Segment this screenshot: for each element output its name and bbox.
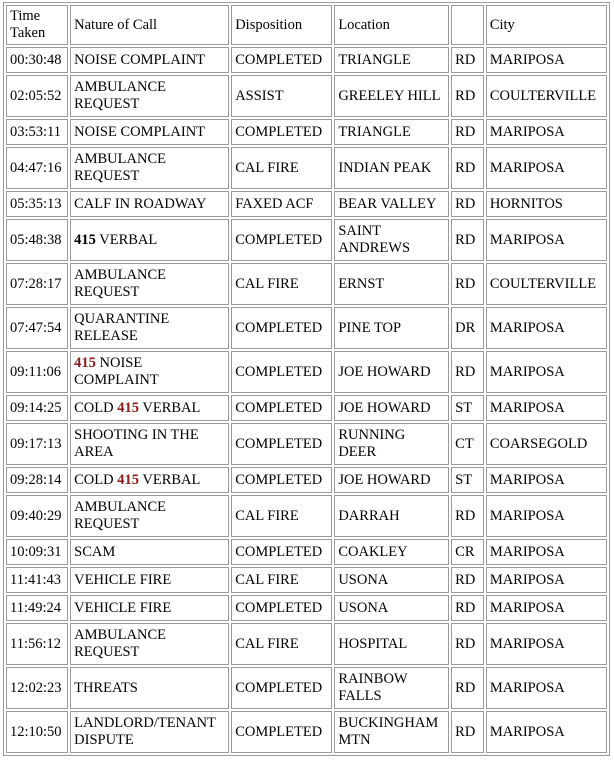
- street-suffix-cell: RD: [451, 47, 484, 73]
- disposition-cell: COMPLETED: [231, 351, 332, 393]
- nature-cell: [70, 191, 229, 217]
- table-row: [6, 263, 607, 305]
- city-cell: MARIPOSA: [486, 539, 607, 565]
- time-cell: 07:47:54: [6, 307, 68, 349]
- time-cell: 09:40:29: [6, 495, 68, 537]
- location-cell: ERNST: [334, 263, 449, 305]
- disposition-cell: COMPLETED: [231, 119, 332, 145]
- nature-text: VERBAL: [139, 471, 201, 488]
- location-cell: TRIANGLE: [334, 119, 449, 145]
- street-suffix-cell: RD: [451, 191, 484, 217]
- table-row: [6, 467, 607, 493]
- nature-cell: [70, 623, 229, 665]
- table-row: [6, 623, 607, 665]
- header-row: [6, 5, 607, 45]
- city-cell: COULTERVILLE: [486, 263, 607, 305]
- table-row: [6, 667, 607, 709]
- street-suffix-cell: ST: [451, 467, 484, 493]
- header-nature: Nature of Call: [70, 5, 229, 45]
- table-row: [6, 595, 607, 621]
- city-cell: COARSEGOLD: [486, 423, 607, 465]
- table-row: [6, 47, 607, 73]
- nature-text: SHOOTING IN THE AREA: [74, 427, 199, 460]
- nature-cell: [70, 307, 229, 349]
- disposition-cell: COMPLETED: [231, 467, 332, 493]
- street-suffix-cell: RD: [451, 595, 484, 621]
- nature-text: AMBULANCE REQUEST: [74, 267, 166, 300]
- header-location: Location: [334, 5, 449, 45]
- nature-text: NOISE COMPLAINT: [74, 355, 159, 388]
- nature-text: VERBAL: [139, 399, 201, 416]
- header-disposition: Disposition: [231, 5, 332, 45]
- disposition-cell: CAL FIRE: [231, 263, 332, 305]
- location-cell: JOE HOWARD: [334, 467, 449, 493]
- call-code: 415: [74, 231, 96, 248]
- location-cell: HOSPITAL: [334, 623, 449, 665]
- nature-text: NOISE COMPLAINT: [74, 123, 206, 140]
- location-cell: USONA: [334, 567, 449, 593]
- nature-text: AMBULANCE REQUEST: [74, 151, 166, 184]
- location-cell: RAINBOW FALLS: [334, 667, 449, 709]
- table-row: [6, 711, 607, 753]
- disposition-cell: FAXED ACF: [231, 191, 332, 217]
- table-row: [6, 119, 607, 145]
- table-row: [6, 423, 607, 465]
- street-suffix-cell: RD: [451, 75, 484, 117]
- city-cell: MARIPOSA: [486, 595, 607, 621]
- table-row: [6, 395, 607, 421]
- nature-cell: [70, 75, 229, 117]
- table-row: [6, 147, 607, 189]
- nature-cell: [70, 147, 229, 189]
- time-cell: 11:49:24: [6, 595, 68, 621]
- nature-cell: [70, 467, 229, 493]
- time-cell: 12:10:50: [6, 711, 68, 753]
- call-log-table: [3, 2, 610, 756]
- nature-cell: [70, 423, 229, 465]
- location-cell: BEAR VALLEY: [334, 191, 449, 217]
- nature-text: AMBULANCE REQUEST: [74, 499, 166, 532]
- table-row: [6, 539, 607, 565]
- nature-text: VEHICLE FIRE: [74, 599, 172, 616]
- time-cell: 00:30:48: [6, 47, 68, 73]
- call-code: 415: [74, 355, 96, 371]
- city-cell: MARIPOSA: [486, 623, 607, 665]
- street-suffix-cell: RD: [451, 567, 484, 593]
- city-cell: MARIPOSA: [486, 351, 607, 393]
- time-cell: 12:02:23: [6, 667, 68, 709]
- disposition-cell: ASSIST: [231, 75, 332, 117]
- location-cell: SAINT ANDREWS: [334, 219, 449, 261]
- street-suffix-cell: RD: [451, 219, 484, 261]
- location-cell: INDIAN PEAK: [334, 147, 449, 189]
- nature-text: NOISE COMPLAINT: [74, 51, 206, 68]
- time-cell: 11:56:12: [6, 623, 68, 665]
- call-code: 415: [117, 399, 139, 416]
- time-cell: 09:28:14: [6, 467, 68, 493]
- nature-text: LANDLORD/TENANT DISPUTE: [74, 715, 216, 748]
- street-suffix-cell: RD: [451, 351, 484, 393]
- city-cell: MARIPOSA: [486, 495, 607, 537]
- location-cell: BUCKINGHAM MTN: [334, 711, 449, 753]
- nature-cell: [70, 119, 229, 145]
- time-cell: 09:11:06: [6, 351, 68, 393]
- nature-text: VEHICLE FIRE: [74, 571, 172, 588]
- location-cell: RUNNING DEER: [334, 423, 449, 465]
- table-row: [6, 567, 607, 593]
- nature-cell: [70, 667, 229, 709]
- header-city: City: [486, 5, 607, 45]
- time-cell: 09:14:25: [6, 395, 68, 421]
- nature-prefix: COLD: [74, 471, 118, 488]
- nature-cell: [70, 219, 229, 261]
- location-cell: PINE TOP: [334, 307, 449, 349]
- city-cell: MARIPOSA: [486, 467, 607, 493]
- city-cell: COULTERVILLE: [486, 75, 607, 117]
- city-cell: MARIPOSA: [486, 567, 607, 593]
- nature-cell: [70, 567, 229, 593]
- table-row: [6, 75, 607, 117]
- street-suffix-cell: RD: [451, 119, 484, 145]
- location-cell: DARRAH: [334, 495, 449, 537]
- nature-cell: [70, 539, 229, 565]
- street-suffix-cell: RD: [451, 495, 484, 537]
- city-cell: MARIPOSA: [486, 47, 607, 73]
- city-cell: MARIPOSA: [486, 307, 607, 349]
- location-cell: COAKLEY: [334, 539, 449, 565]
- nature-cell: [70, 711, 229, 753]
- nature-text: QUARANTINE RELEASE: [74, 311, 170, 344]
- nature-cell: [70, 263, 229, 305]
- disposition-cell: COMPLETED: [231, 47, 332, 73]
- disposition-cell: COMPLETED: [231, 667, 332, 709]
- location-cell: GREELEY HILL: [334, 75, 449, 117]
- time-cell: 09:17:13: [6, 423, 68, 465]
- disposition-cell: CAL FIRE: [231, 567, 332, 593]
- city-cell: MARIPOSA: [486, 667, 607, 709]
- disposition-cell: CAL FIRE: [231, 147, 332, 189]
- location-cell: JOE HOWARD: [334, 351, 449, 393]
- street-suffix-cell: ST: [451, 395, 484, 421]
- header-suffix: [451, 5, 484, 45]
- disposition-cell: COMPLETED: [231, 395, 332, 421]
- location-cell: USONA: [334, 595, 449, 621]
- time-cell: 10:09:31: [6, 539, 68, 565]
- city-cell: HORNITOS: [486, 191, 607, 217]
- nature-text: SCAM: [74, 543, 116, 560]
- nature-cell: [70, 495, 229, 537]
- nature-text: THREATS: [74, 679, 138, 696]
- time-cell: 05:35:13: [6, 191, 68, 217]
- table-row: [6, 495, 607, 537]
- time-cell: 03:53:11: [6, 119, 68, 145]
- header-time: Time Taken: [6, 5, 68, 45]
- nature-cell: [70, 395, 229, 421]
- location-cell: JOE HOWARD: [334, 395, 449, 421]
- disposition-cell: CAL FIRE: [231, 495, 332, 537]
- street-suffix-cell: RD: [451, 623, 484, 665]
- street-suffix-cell: DR: [451, 307, 484, 349]
- nature-cell: [70, 47, 229, 73]
- time-cell: 11:41:43: [6, 567, 68, 593]
- city-cell: MARIPOSA: [486, 147, 607, 189]
- disposition-cell: COMPLETED: [231, 595, 332, 621]
- disposition-cell: COMPLETED: [231, 423, 332, 465]
- nature-cell: [70, 595, 229, 621]
- time-cell: 05:48:38: [6, 219, 68, 261]
- disposition-cell: CAL FIRE: [231, 623, 332, 665]
- nature-text: AMBULANCE REQUEST: [74, 627, 166, 660]
- city-cell: MARIPOSA: [486, 219, 607, 261]
- table-row: [6, 307, 607, 349]
- time-cell: 04:47:16: [6, 147, 68, 189]
- disposition-cell: COMPLETED: [231, 307, 332, 349]
- time-cell: 02:05:52: [6, 75, 68, 117]
- time-cell: 07:28:17: [6, 263, 68, 305]
- nature-prefix: COLD: [74, 399, 118, 416]
- call-code: 415: [117, 471, 139, 488]
- street-suffix-cell: CT: [451, 423, 484, 465]
- table-row: [6, 191, 607, 217]
- disposition-cell: COMPLETED: [231, 711, 332, 753]
- disposition-cell: COMPLETED: [231, 219, 332, 261]
- city-cell: MARIPOSA: [486, 395, 607, 421]
- street-suffix-cell: RD: [451, 667, 484, 709]
- street-suffix-cell: RD: [451, 263, 484, 305]
- nature-text: VERBAL: [95, 231, 158, 248]
- city-cell: MARIPOSA: [486, 119, 607, 145]
- nature-text: AMBULANCE REQUEST: [74, 79, 166, 112]
- table-row: [6, 219, 607, 261]
- street-suffix-cell: CR: [451, 539, 484, 565]
- disposition-cell: COMPLETED: [231, 539, 332, 565]
- street-suffix-cell: RD: [451, 711, 484, 753]
- street-suffix-cell: RD: [451, 147, 484, 189]
- nature-text: CALF IN ROADWAY: [74, 195, 207, 212]
- location-cell: TRIANGLE: [334, 47, 449, 73]
- nature-cell: [70, 351, 229, 393]
- city-cell: MARIPOSA: [486, 711, 607, 753]
- table-row: [6, 351, 607, 393]
